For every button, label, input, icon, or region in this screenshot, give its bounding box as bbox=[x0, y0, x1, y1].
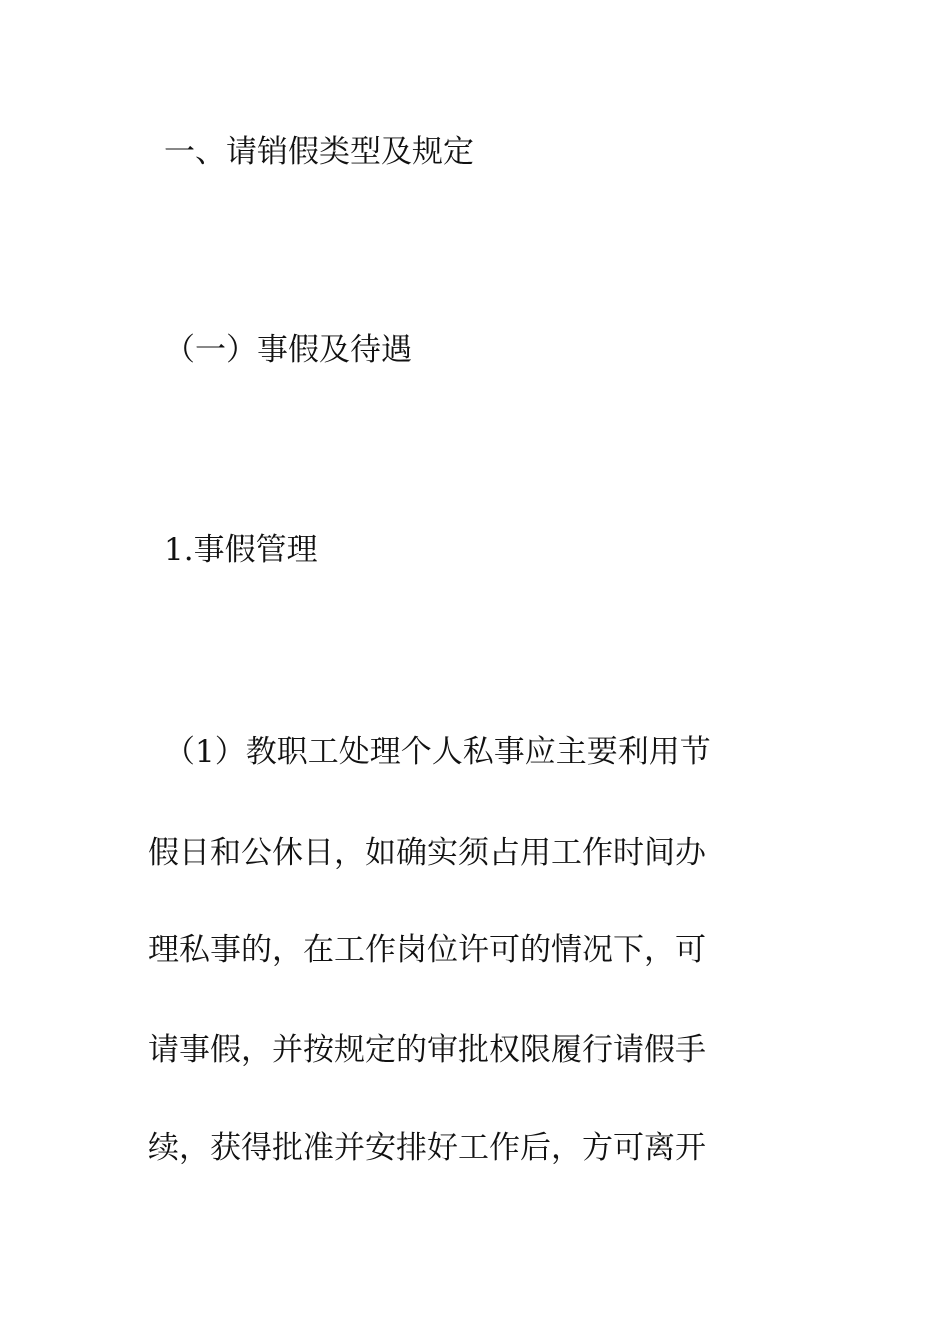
paragraph-line: 理私事的，在工作岗位许可的情况下，可 bbox=[148, 932, 706, 968]
section-heading: 一、请销假类型及规定 bbox=[164, 134, 474, 170]
paragraph-line: 请事假，并按规定的审批权限履行请假手 bbox=[148, 1032, 706, 1068]
paragraph-line: （1）教职工处理个人私事应主要利用节 bbox=[164, 734, 711, 770]
subsection-heading: （一）事假及待遇 bbox=[164, 332, 412, 368]
paragraph-line: 假日和公休日，如确实须占用工作时间办 bbox=[148, 835, 706, 871]
item-heading: 1.事假管理 bbox=[164, 532, 318, 568]
paragraph-line: 续，获得批准并安排好工作后，方可离开 bbox=[148, 1130, 706, 1166]
